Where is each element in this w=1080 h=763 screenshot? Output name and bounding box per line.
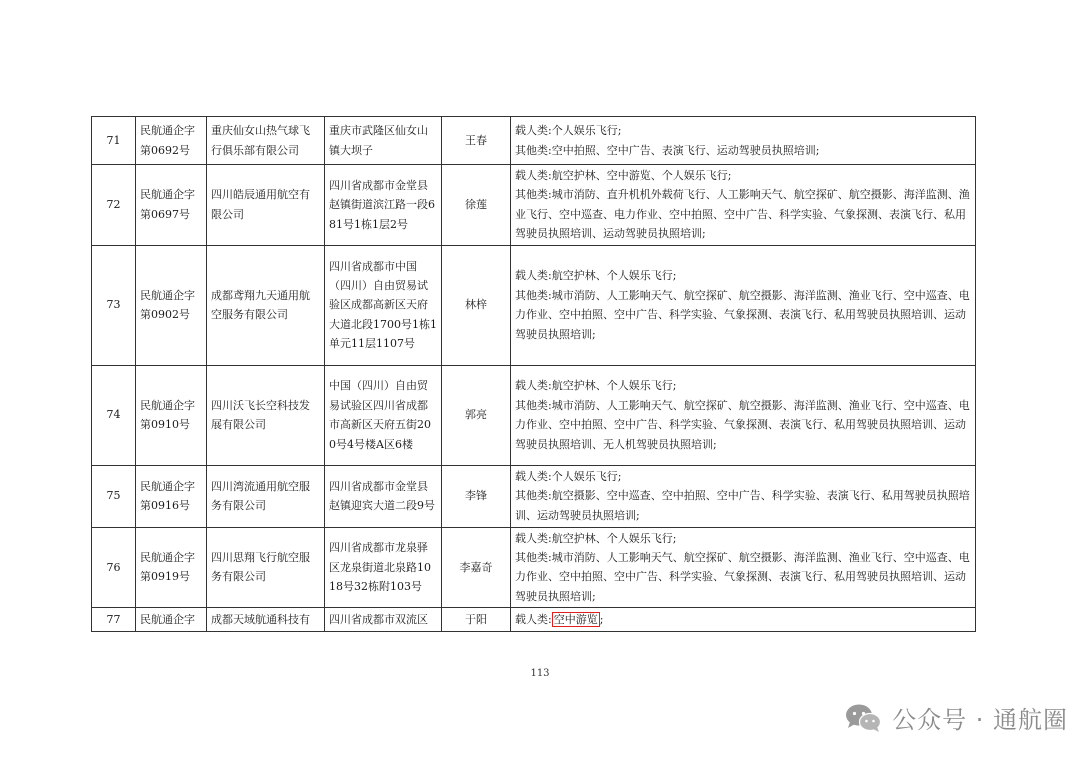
row-number: 77 bbox=[92, 608, 136, 632]
contact-person: 李嘉奇 bbox=[442, 527, 511, 608]
wechat-icon bbox=[844, 703, 882, 733]
scope-other: 其他类:城市消防、直升机机外载荷飞行、人工影响天气、航空探矿、航空摄影、海洋监测、渔业飞行、空中巡查、电力作业、空中拍照、空中广告、科学实验、气象探测、表演飞行、私用驾驶员执照培训、运动驾驶员执照培训; bbox=[515, 188, 970, 241]
scope-passenger: 载人类:航空护林、个人娱乐飞行; bbox=[515, 379, 677, 393]
business-scope bbox=[511, 245, 976, 365]
row-number: 71 bbox=[92, 117, 136, 165]
company-address: 四川省成都市双流区 bbox=[325, 608, 442, 632]
contact-person: 徐莲 bbox=[442, 165, 511, 246]
table-row bbox=[92, 245, 976, 365]
table-row bbox=[92, 365, 976, 465]
scope-other: 其他类:城市消防、人工影响天气、航空探矿、航空摄影、海洋监测、渔业飞行、空中巡查、电力作业、空中拍照、空中广告、科学实验、气象探测、表演飞行、私用驾驶员执照培训、运动驾驶员执照培训; bbox=[515, 288, 970, 341]
business-scope bbox=[511, 465, 976, 527]
table-row bbox=[92, 465, 976, 527]
business-scope bbox=[511, 365, 976, 465]
company-address: 重庆市武隆区仙女山镇大坝子 bbox=[325, 117, 442, 165]
business-scope bbox=[511, 608, 976, 632]
contact-person: 李锋 bbox=[442, 465, 511, 527]
scope-passenger: 载人类:个人娱乐飞行; bbox=[515, 124, 622, 138]
page-number: 113 bbox=[530, 668, 550, 679]
scope-other: 其他类:城市消防、人工影响天气、航空探矿、航空摄影、海洋监测、渔业飞行、空中巡查、电力作业、空中拍照、空中广告、科学实验、气象探测、表演飞行、私用驾驶员执照培训、运动驾驶员执照培训、无人机驾驶员执照培训; bbox=[515, 398, 970, 451]
scope-prefix: 载人类: bbox=[515, 613, 552, 627]
business-scope bbox=[511, 117, 976, 165]
scope-passenger: 载人类:个人娱乐飞行; bbox=[515, 470, 622, 484]
table-row bbox=[92, 117, 976, 165]
table-row bbox=[92, 608, 976, 632]
license-number: 民航通企字第0692号 bbox=[136, 117, 207, 165]
scope-passenger: 载人类:航空护林、空中游览、个人娱乐飞行; bbox=[515, 169, 732, 182]
scope-other: 其他类:空中拍照、空中广告、表演飞行、运动驾驶员执照培训; bbox=[515, 143, 820, 157]
scope-passenger: 载人类:航空护林、个人娱乐飞行; bbox=[515, 269, 677, 283]
highlighted-scope: 空中游览 bbox=[553, 613, 598, 627]
license-number: 民航通企字第0919号 bbox=[136, 527, 207, 608]
contact-person: 王春 bbox=[442, 117, 511, 165]
contact-person: 于阳 bbox=[442, 608, 511, 632]
scope-suffix: ; bbox=[599, 613, 604, 627]
scope-other: 其他类:城市消防、人工影响天气、航空探矿、航空摄影、海洋监测、渔业飞行、空中巡查、电力作业、空中拍照、空中广告、科学实验、气象探测、表演飞行、私用驾驶员执照培训、运动驾驶员执照培训; bbox=[515, 551, 970, 603]
row-number: 76 bbox=[92, 527, 136, 608]
company-address: 四川省成都市龙泉驿区龙泉街道北泉路1018号32栋附103号 bbox=[325, 527, 442, 608]
scope-passenger: 载人类:航空护林、个人娱乐飞行; bbox=[515, 531, 677, 545]
business-scope bbox=[511, 165, 976, 246]
watermark bbox=[844, 700, 1068, 735]
license-number: 民航通企字第0916号 bbox=[136, 465, 207, 527]
company-name: 重庆仙女山热气球飞行俱乐部有限公司 bbox=[207, 117, 325, 165]
license-number: 民航通企字第0902号 bbox=[136, 245, 207, 365]
row-number: 73 bbox=[92, 245, 136, 365]
license-number: 民航通企字第0910号 bbox=[136, 365, 207, 465]
company-name: 成都天域航通科技有 bbox=[207, 608, 325, 632]
license-number: 民航通企字第0697号 bbox=[136, 165, 207, 246]
table-row bbox=[92, 165, 976, 246]
company-address: 四川省成都市金堂县赵镇迎宾大道二段9号 bbox=[325, 465, 442, 527]
license-number: 民航通企字 bbox=[136, 608, 207, 632]
row-number: 74 bbox=[92, 365, 136, 465]
scope-other: 其他类:航空摄影、空中巡查、空中拍照、空中广告、科学实验、表演飞行、私用驾驶员执照培训、运动驾驶员执照培训; bbox=[515, 489, 970, 522]
business-scope bbox=[511, 527, 976, 608]
company-address: 四川省成都市中国（四川）自由贸易试验区成都高新区天府大道北段1700号1栋1单元11层1107号 bbox=[325, 245, 442, 365]
row-number: 75 bbox=[92, 465, 136, 527]
company-name: 四川皓辰通用航空有限公司 bbox=[207, 165, 325, 246]
company-name: 成都鸢翔九天通用航空服务有限公司 bbox=[207, 245, 325, 365]
row-number: 72 bbox=[92, 165, 136, 246]
company-address: 四川省成都市金堂县赵镇街道滨江路一段681号1栋1层2号 bbox=[325, 165, 442, 246]
contact-person: 林梓 bbox=[442, 245, 511, 365]
company-name: 四川湾流通用航空服务有限公司 bbox=[207, 465, 325, 527]
company-address: 中国（四川）自由贸易试验区四川省成都市高新区天府五街200号4号楼A区6楼 bbox=[325, 365, 442, 465]
contact-person: 郭亮 bbox=[442, 365, 511, 465]
watermark-text: 公众号 · 通航圈 bbox=[892, 706, 1068, 734]
company-name: 四川沃飞长空科技发展有限公司 bbox=[207, 365, 325, 465]
table-row bbox=[92, 527, 976, 608]
enterprise-table bbox=[91, 116, 976, 632]
company-name: 四川思翔飞行航空服务有限公司 bbox=[207, 527, 325, 608]
